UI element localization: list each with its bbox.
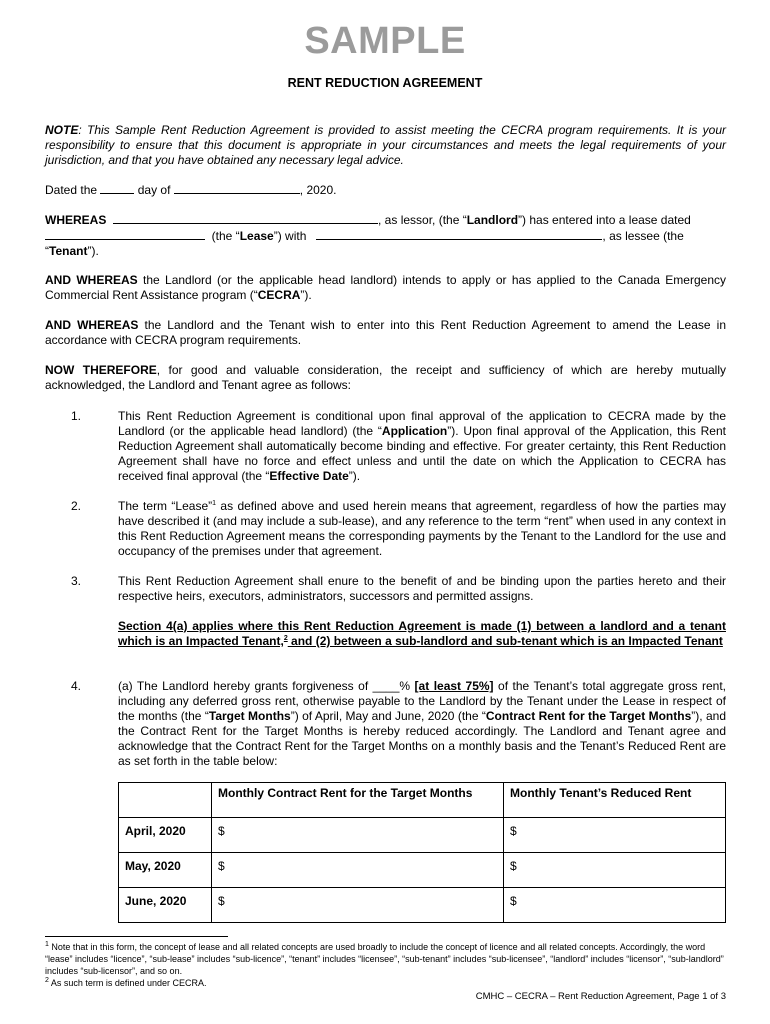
document-title: RENT REDUCTION AGREEMENT: [287, 76, 483, 90]
tenant-term: Tenant: [49, 244, 88, 258]
footnote-1: [45, 941, 726, 977]
whereas-text-7: ”).: [87, 244, 99, 258]
cecra-term: CECRA: [257, 288, 301, 302]
table-row: [119, 853, 726, 888]
clause-2-part-1: The term “Lease”: [118, 499, 213, 513]
dated-line: [45, 182, 726, 198]
tenant-name-blank[interactable]: [316, 228, 602, 240]
footnote-ref-1[interactable]: 1: [212, 500, 217, 507]
footnote-2-number: 2: [45, 977, 49, 984]
footnote-ref-2[interactable]: 2: [283, 635, 288, 642]
effective-date-term: Effective Date: [269, 469, 349, 483]
clause-4-part-1: (a) The Landlord hereby grants forgiveness of: [118, 679, 373, 693]
contract-rent-cell[interactable]: $: [212, 853, 504, 888]
clause-1-number: 1.: [71, 409, 82, 423]
reduced-rent-cell[interactable]: $: [504, 853, 726, 888]
table-row: [119, 818, 726, 853]
landlord-name-blank[interactable]: [113, 212, 378, 224]
target-months-term: Target Months: [208, 709, 291, 723]
clause-2-number: 2.: [71, 499, 82, 513]
footnote-divider: [45, 936, 228, 937]
whereas2-text-2: ”).: [300, 288, 312, 302]
whereas-text-3: (the “: [211, 229, 240, 243]
clause-2-text: [118, 499, 726, 559]
clause-4-part-2: %: [399, 679, 415, 693]
section-heading-part-1: Section 4(a) applies where this Rent Reduction Agreement is made (1) between a landlord and a tenant which is an Impacted Tenant,: [118, 619, 726, 648]
and-whereas-label-1: AND WHEREAS: [45, 273, 138, 287]
clause-3-text: This Rent Reduction Agreement shall enure to the benefit of and be binding upon the parties hereto and their respective heirs, executors, administrators, successors and permitted assigns.: [118, 574, 726, 603]
clause-4-part-3: of the Tenant’s total aggregate gross rent, including any deferred gross rent, otherwise payable to the Landlord by the Tenant under the Lease in respect of the months (the “: [118, 679, 727, 723]
table-header-row: [119, 783, 726, 818]
month-blank[interactable]: [174, 182, 300, 194]
and-whereas-label-2: AND WHEREAS: [45, 318, 139, 332]
now-therefore-label: NOW THEREFORE: [45, 363, 157, 377]
landlord-term: Landlord: [466, 213, 519, 227]
dated-prefix: Dated the: [45, 183, 98, 197]
contract-rent-cell[interactable]: $: [212, 888, 504, 923]
now-therefore-text: , for good and valuable consideration, the receipt and sufficiency of which are hereby mutually acknowledged, the Landlord and Tenant agree as follows:: [45, 363, 726, 392]
table-header-cell: Monthly Tenant’s Reduced Rent: [504, 783, 726, 818]
clause-1-text: [118, 409, 726, 484]
note-paragraph: [45, 123, 726, 168]
clause-4-part-5: ”), and the Contract Rent for the Target Months is hereby reduced accordingly. The Landlord and Tenant agree and acknowledge that the Contract Rent for the Target Months on a monthly basis and the Tenant’s Reduced Rent are as set forth in the table below:: [118, 709, 726, 768]
footnote-1-text: Note that in this form, the concept of lease and all related concepts are used broadly to include the concept of licence and all related concepts. Accordingly, the word “lease” includes “licence”, “sub-lease” includes “sub-licence”, “tenant” includes “licensee”, “sub-tenant” includes “sub-licensee”, “landlord” includes “licensor”, “sub-landlord” includes “sub-licensor”, and so on.: [45, 942, 724, 976]
whereas-text-1: , as lessor, (the “: [378, 213, 467, 227]
clause-4-text: [118, 679, 726, 769]
clause-1-part-2: ”). Upon final approval of the Application, this Rent Reduction Agreement shall automatically become binding and effective. For greater certainty, this Rent Reduction Agreement shall have no force and effect unless and until the date on which the Application to CECRA has received final approval (the “: [118, 424, 726, 483]
clause-4-part-4: ”) of April, May and June, 2020 (the “: [290, 709, 486, 723]
dated-mid: day of: [137, 183, 171, 197]
now-therefore-paragraph: [45, 363, 726, 393]
contract-rent-term: Contract Rent for the Target Months: [485, 709, 692, 723]
whereas-landlord-paragraph: [45, 212, 726, 259]
footnote-2-text: As such term is defined under CECRA.: [48, 978, 207, 988]
month-cell: May, 2020: [119, 853, 212, 888]
clause-3-number: 3.: [71, 574, 82, 588]
month-cell: June, 2020: [119, 888, 212, 923]
whereas-amend-paragraph: [45, 318, 726, 348]
section-heading-part-2: and (2) between a sub-landlord and sub-tenant which is an Impacted Tenant: [287, 634, 723, 648]
whereas-text-2: ”) has entered into a lease dated: [518, 213, 691, 227]
whereas-label: WHEREAS: [45, 213, 107, 227]
whereas2-text-1: the Landlord (or the applicable head landlord) intends to apply or has applied to the Canada Emergency Commercial Rent Assistance program (“: [45, 273, 726, 302]
note-label: NOTE: [45, 123, 79, 137]
lease-date-blank[interactable]: [45, 228, 205, 240]
clause-2-part-2: as defined above and used herein means that agreement, regardless of how the parties may have described it (and may include a sub-lease), and any reference to the term “rent” when used in any context in this Rent Reduction Agreement means the corresponding payments by the Tenant to the Landlord for the use and occupancy of the premises under that agreement.: [118, 499, 726, 558]
whereas-text-5: , as lessee (the: [602, 229, 684, 243]
reduced-rent-cell[interactable]: $: [504, 888, 726, 923]
whereas3-text: the Landlord and the Tenant wish to enter into this Rent Reduction Agreement to amend the Lease in accordance with CECRA program requirements.: [45, 318, 726, 347]
whereas-text-6: “: [45, 244, 49, 258]
application-term: Application: [381, 424, 448, 438]
whereas-text-4: ”) with: [273, 229, 307, 243]
clause-1-part-1: This Rent Reduction Agreement is conditional upon final approval of the application to CECRA made by the Landlord (or the applicable head landlord) (the “: [118, 409, 726, 438]
table-header-cell: [119, 783, 212, 818]
page-footer: CMHC – CECRA – Rent Reduction Agreement, Page 1 of 3: [475, 991, 726, 1002]
dated-suffix: , 2020.: [299, 183, 337, 197]
footnote-2: [45, 977, 726, 989]
month-cell: April, 2020: [119, 818, 212, 853]
reduced-rent-cell[interactable]: $: [504, 818, 726, 853]
contract-rent-cell[interactable]: $: [212, 818, 504, 853]
table-header-cell: Monthly Contract Rent for the Target Months: [212, 783, 504, 818]
whereas-cecra-paragraph: [45, 273, 726, 303]
sample-watermark: SAMPLE: [304, 20, 466, 62]
clause-4-number: 4.: [71, 679, 82, 693]
section-4a-heading: [118, 619, 726, 649]
footnote-1-number: 1: [45, 941, 49, 948]
table-row: [119, 888, 726, 923]
lease-term: Lease: [239, 229, 274, 243]
rent-table: [118, 782, 726, 923]
day-blank[interactable]: [100, 182, 134, 194]
at-least-75-note: [at least 75%]: [414, 679, 494, 693]
clause-1-part-3: ”).: [348, 469, 361, 483]
forgiveness-percent-blank[interactable]: ____: [372, 679, 400, 693]
note-text: : This Sample Rent Reduction Agreement is provided to assist meeting the CECRA program requirements. It is your responsibility to ensure that this document is appropriate in your circumstances and meets the legal requirements of your jurisdiction, and that you have obtained any necessary legal advice.: [45, 123, 726, 167]
